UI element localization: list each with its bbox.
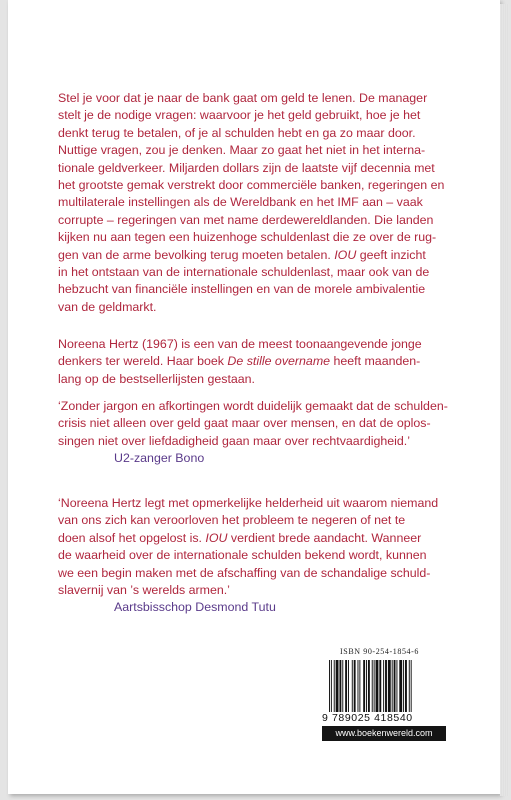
quote-author: U2-zanger Bono (114, 451, 205, 466)
barcode-bar (379, 660, 381, 712)
quote-line: de waarheid over de internationale schulden bekend wordt, kunnen (58, 548, 427, 563)
bio-text: denkers ter wereld. Haar boek (58, 354, 228, 369)
bio-line: lang op de bestsellerlijsten gestaan. (58, 371, 256, 386)
quote-text: doen alsof het opgelost is. (58, 530, 206, 545)
barcode-bar (403, 660, 404, 712)
barcode-bar (336, 660, 339, 712)
blurb-line: het grootste gemak verstrekt door commerciële banken, regeringen en (58, 178, 445, 193)
barcode-bar (342, 660, 343, 712)
quote-line: ‘Noreena Hertz legt met opmerkelijke helderheid uit waarom niemand (58, 496, 439, 510)
blurb-line (58, 247, 450, 264)
blurb-line: Nuttige vragen, zou je denken. Maar zo gaat het niet in het interna- (58, 143, 426, 158)
book-title-iou: IOU (334, 247, 357, 262)
barcode-bar (331, 660, 332, 712)
publisher-website: www.boekenwereld.com (322, 726, 446, 741)
bio-line (58, 353, 450, 370)
blurb-line: denkt terug te betalen, of je al schulden hebt en ga zo maar door. (58, 125, 416, 140)
barcode-bar (374, 660, 375, 712)
page-edge (500, 4, 509, 796)
barcode-bar (372, 660, 373, 712)
book-title-iou: IOU (205, 530, 228, 545)
barcode (328, 660, 444, 712)
barcode-bar (388, 660, 391, 712)
barcode-bar (363, 660, 365, 712)
barcode-bar (345, 660, 347, 712)
barcode-bar (339, 660, 341, 712)
quote-line: van ons zich kan veroorloven het probleem te negeren of net te (58, 513, 406, 528)
blurb-line: tionale geldverkeer. Miljarden dollars zijn de laatste vijf decennia met (58, 160, 435, 175)
quote-line: ‘Zonder jargon en afkortingen wordt duidelijk gemaakt dat de schulden- (58, 399, 448, 413)
barcode-bar (329, 660, 330, 712)
bio-line: Noreena Hertz (1967) is een van de meest toonaangevende jonge (58, 337, 422, 351)
barcode-bar (354, 660, 356, 712)
blurb-line: hebzucht van financiële instellingen en van de morele ambivalentie (58, 282, 426, 297)
barcode-digits: 9 789025 418540 (322, 712, 413, 724)
blurb-line: corrupte – regeringen van met name derdewereldlanden. Die landen (58, 212, 434, 227)
quote-line: we een begin maken met de afschaffing van de schandalige schuld- (58, 565, 431, 580)
barcode-bar (359, 660, 360, 712)
barcode-bar (368, 660, 370, 712)
quote-bono (58, 398, 450, 468)
blurb-line: in het ontstaan van de internationale schuldenlast, maar ook van de (58, 265, 430, 280)
quote-line: crisis niet alleen over geld gaat maar over mensen, en dat de oplos- (58, 416, 431, 431)
quote-line: singen niet over liefdadigheid gaan maar over rechtvaardigheid.’ (58, 433, 410, 448)
barcode-bar (376, 660, 379, 712)
blurb-line: van de geldmarkt. (58, 299, 157, 314)
bio-text: heeft maanden- (330, 354, 421, 369)
barcode-bar (366, 660, 367, 712)
book-title-stille-overname: De stille overname (227, 354, 331, 369)
author-bio (58, 336, 450, 388)
barcode-bar (383, 660, 384, 712)
barcode-bar (394, 660, 396, 712)
blurb-text: geeft inzicht (356, 247, 426, 262)
quote-tutu (58, 495, 450, 617)
blurb-line: kijken nu aan tegen een huizenhoge schuldenlast die ze over de rug- (58, 230, 437, 245)
barcode-bar (358, 660, 359, 712)
barcode-bar (392, 660, 393, 712)
isbn-label: ISBN 90-254-1854-6 (340, 647, 420, 656)
barcode-bar (385, 660, 387, 712)
barcode-bar (352, 660, 353, 712)
blurb-text: gen van de arme bevolking terug moeten betalen. (58, 247, 331, 262)
barcode-bar (405, 660, 407, 712)
blurb (58, 90, 450, 316)
quote-text: verdient brede aandacht. Wanneer (227, 530, 422, 545)
barcode-bar (409, 660, 410, 712)
blurb-line: multilaterale instellingen als de Wereldbank en het IMF aan – vaak (58, 195, 423, 210)
barcode-bar (396, 660, 397, 712)
quote-line: slavernij van ’s werelds armen.’ (58, 583, 230, 598)
barcode-bar (399, 660, 402, 712)
barcode-bar (411, 660, 412, 712)
barcode-bar (334, 660, 335, 712)
blurb-line: stelt je de nodige vragen: waarvoor je het geld gebruikt, hoe je het (58, 108, 421, 123)
barcode-bar (348, 660, 349, 712)
blurb-line: Stel je voor dat je naar de bank gaat om geld te lenen. De manager (58, 91, 428, 105)
quote-author: Aartsbisschop Desmond Tutu (114, 600, 276, 615)
quote-line (58, 530, 450, 547)
